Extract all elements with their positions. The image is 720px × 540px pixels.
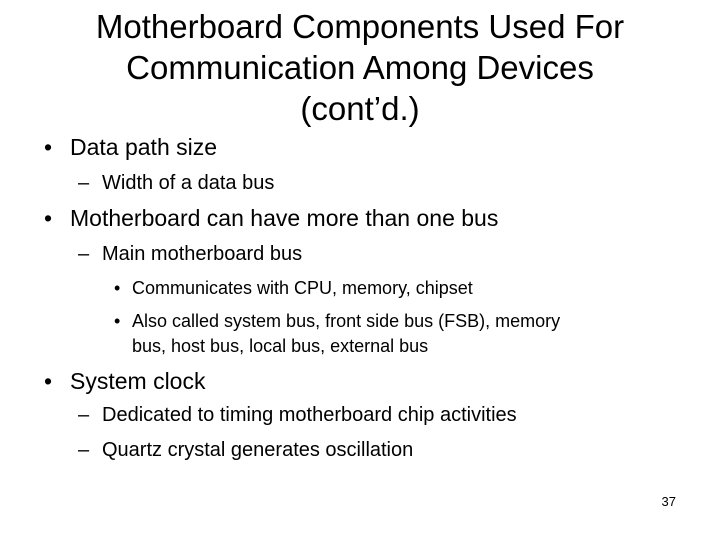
bullet-marker: • [114, 311, 121, 331]
sub-bullet-main-motherboard-bus [78, 242, 303, 266]
bullet-marker: • [44, 205, 53, 231]
bullet-text: System clock [70, 368, 206, 394]
title-line-3: (cont’d.) [300, 90, 420, 127]
bullet-text: Motherboard can have more than one bus [70, 205, 499, 231]
dash-marker: – [78, 439, 90, 461]
sub-sub-bullet-text: Communicates with CPU, memory, chipset [132, 278, 473, 298]
sub-bullet-text: Width of a data bus [102, 172, 275, 194]
sub-sub-bullet-continuation [132, 335, 428, 357]
bullet-data-path-size [44, 133, 218, 161]
dash-marker: – [78, 243, 90, 265]
sub-bullet-text: Quartz crystal generates oscillation [102, 439, 414, 461]
sub-bullet-quartz-crystal [78, 438, 414, 462]
bullet-text: Data path size [70, 134, 218, 160]
sub-sub-bullet-text: bus, host bus, local bus, external bus [132, 336, 429, 356]
slide-title [60, 6, 660, 129]
bullet-marker: • [44, 368, 53, 394]
bullet-marker: • [114, 278, 121, 298]
title-line-1: Motherboard Components Used For [95, 8, 625, 45]
sub-bullet-dedicated-to-timing [78, 403, 517, 427]
bullet-marker: • [44, 134, 53, 160]
sub-bullet-width-of-data-bus [78, 171, 275, 195]
bullet-system-clock [44, 367, 206, 395]
sub-sub-bullet-communicates [114, 277, 473, 299]
dash-marker: – [78, 404, 90, 426]
title-line-2: Communication Among Devices [126, 49, 594, 86]
sub-sub-bullet-text: Also called system bus, front side bus (FSB), memory [132, 311, 561, 331]
bullet-more-than-one-bus [44, 204, 499, 232]
dash-marker: – [78, 172, 90, 194]
sub-bullet-text: Main motherboard bus [102, 243, 303, 265]
page-number: 37 [661, 494, 676, 509]
sub-bullet-text: Dedicated to timing motherboard chip activities [102, 404, 517, 426]
sub-sub-bullet-also-called [114, 310, 561, 332]
